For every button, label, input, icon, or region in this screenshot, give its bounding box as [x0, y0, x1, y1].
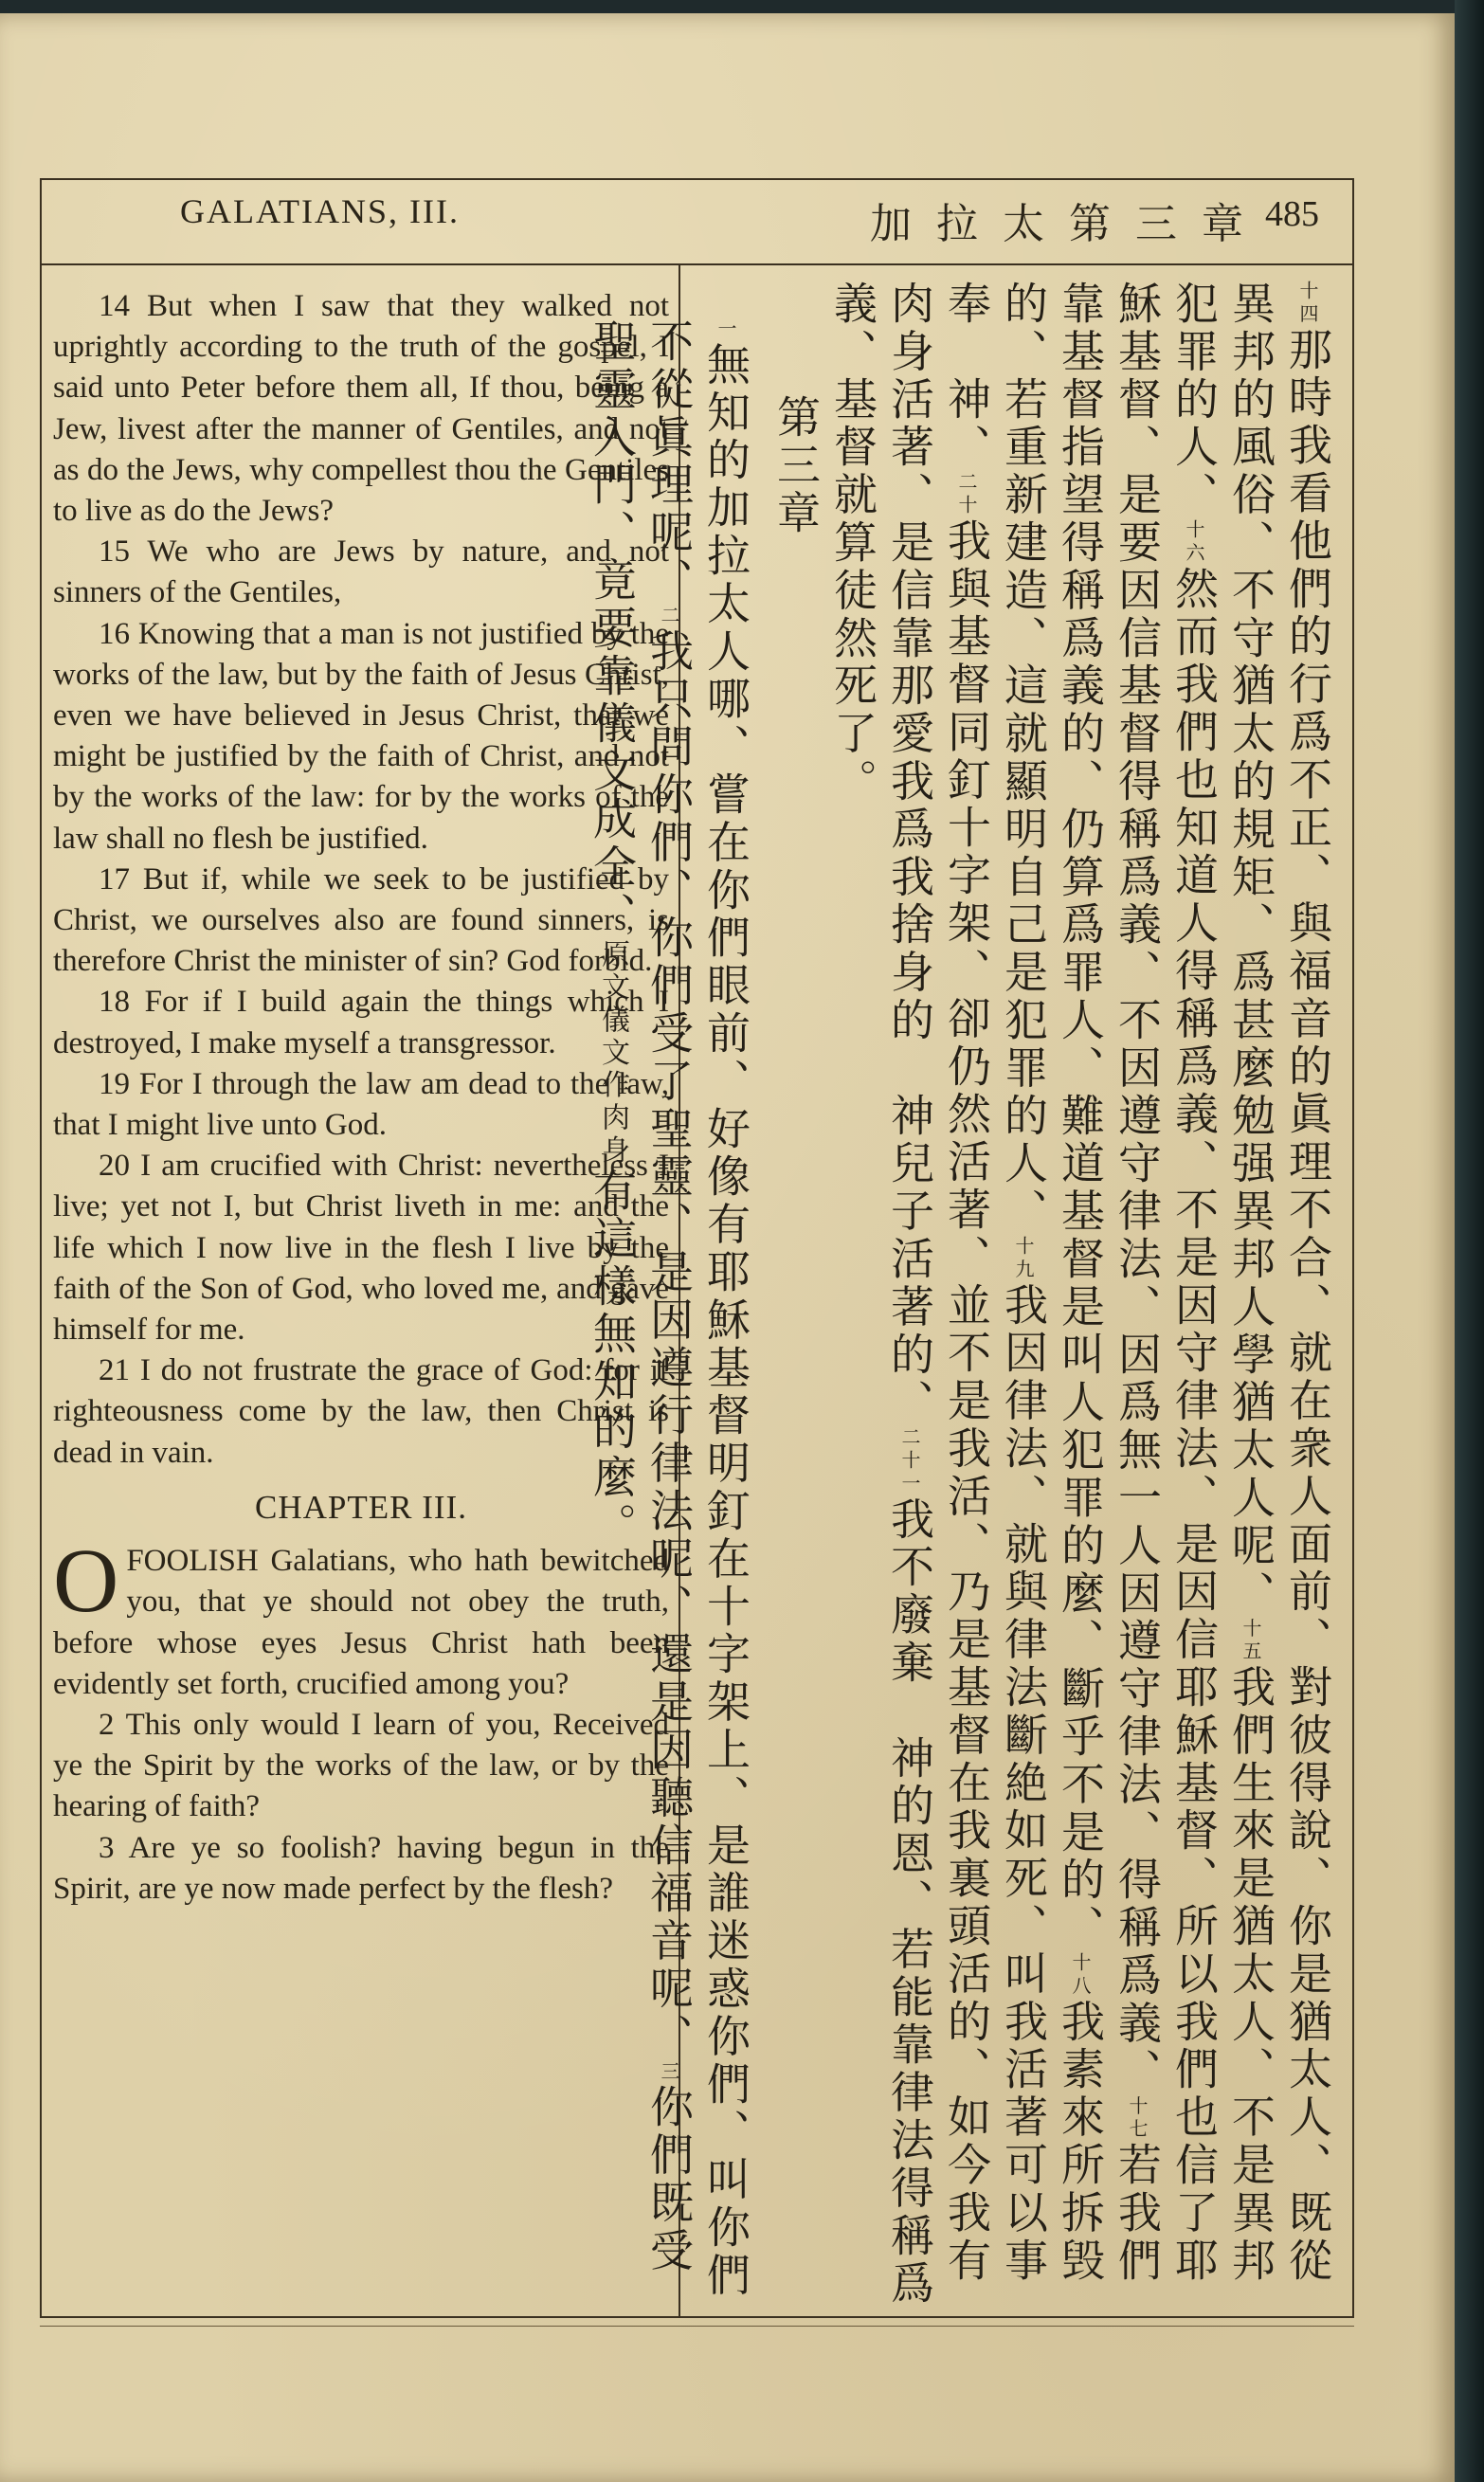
english-verse-15: 15 We who are Jews by nature, and not sinners of the Gentiles, — [53, 534, 669, 610]
chinese-column — [587, 281, 1336, 2309]
english-verse-16: 16 Knowing that a man is not justified by the works of the law, but by the faith of Jesus Christ, even we have believed in Jesus Christ, that we might be justified by the faith of Christ, and not by the works of the law: for by the works of the law shall no flesh be justified. — [53, 616, 669, 856]
chinese-verse-number: 十六 — [1183, 519, 1205, 566]
english-verse-19: 19 For I through the law am dead to the law, that I might live unto God. — [53, 1066, 669, 1143]
chinese-verse-text: 我因律法、就與律法斷絶如死、叫我活著可以事奉 神、 — [941, 281, 1049, 2286]
chinese-verse-text: 那時我看他們的行爲不正、與福音的眞理不合、就在衆人面前、對彼得說、你是猶太人、既從異邦的風俗、不守猶太的規矩、爲甚麼勉强異邦人學猶太人呢、 — [1225, 281, 1333, 2286]
drop-cap-letter: O — [53, 1530, 119, 1632]
chinese-verse-text: 你們既受聖靈入門、竟要靠儀文成全、 — [587, 318, 695, 2275]
chinese-verse-number: 十九 — [1012, 1236, 1035, 1282]
chinese-verse-text: 我不廢棄 神的恩、若能靠律法得稱爲義、基督就算徒然死了。 — [827, 281, 935, 2309]
chinese-footnote: 原文儀文作肉身 — [596, 939, 629, 1169]
chinese-verse-number: 十八 — [1069, 1952, 1092, 1999]
chinese-verse-text: 無知的加拉太人哪、嘗在你們眼前、好像有耶穌基督明釘在十字架上、是誰迷惑你們、叫你們不從眞理呢、 — [643, 318, 751, 2300]
chinese-verse-number: 一 — [715, 318, 737, 342]
chinese-chapter-heading: 第三章 — [770, 394, 822, 538]
chinese-ch3-verses — [584, 281, 754, 2309]
chinese-verse-number: 十七 — [1126, 2095, 1149, 2143]
chinese-verse-number: 十五 — [1240, 1618, 1262, 1665]
book-spine-edge — [1455, 0, 1484, 2482]
english-chapter-heading: CHAPTER III. — [255, 1488, 467, 1526]
english-ch3-verse-3: 3 Are ye so foolish? having begun in the Spirit, are ye now made perfect by the flesh? — [53, 1830, 669, 1906]
english-verse-17: 17 But if, while we seek to be justified by Christ, we ourselves also are found sinners, is therefore Christ the minister of sin? God forbid. — [53, 861, 669, 979]
chinese-running-head: 加拉太第三章 — [870, 201, 1268, 247]
book-page — [0, 13, 1455, 2482]
english-verse-18: 18 For if I build again the things which I destroyed, I make myself a transgressor. — [53, 985, 669, 1060]
english-verse-14: 14 But when I saw that they walked not uprightly according to the truth of the gospel, I said unto Peter before them all, If thou, being a Jew, livest after the manner of Gentiles, and not as do the Jews, why compellest thou the Gentiles to live as do the Jews? — [53, 289, 669, 529]
chinese-verse-number: 二十一 — [898, 1426, 921, 1496]
chinese-verse-text: 若我們靠基督指望得稱爲義的、仍算爲罪人、難道基督是叫人犯罪的麼、斷乎不是的、 — [1055, 281, 1163, 2286]
english-column — [53, 286, 669, 1910]
chinese-verse-text: 我們生來是猶太人、不是異邦犯罪的人、 — [1168, 281, 1276, 2286]
chinese-verse-text: 有這樣無知的麼。 — [587, 1168, 638, 1550]
chinese-verse-text: 我素來所拆毁的、若重新建造、這就顯明自己是犯罪的人、 — [998, 281, 1106, 2286]
chinese-verse-number: 二十 — [955, 471, 978, 518]
english-verse-20: 20 I am crucified with Christ: nevertheless I live; yet not I, but Christ liveth in me: and the life which I now live in the flesh I live by the faith of the Son of God, who loved me, and gave himself for me. — [53, 1149, 669, 1348]
english-ch3-verse-1 — [53, 1530, 669, 1705]
header-rule — [40, 263, 1354, 265]
chinese-verse-text: 我只問你們、你們受了聖靈、是因遵行律法呢、還是因聽信福音呢、 — [643, 627, 695, 2061]
bottom-rule — [40, 2326, 1354, 2327]
chinese-verse-text: 然而我們也知道人得稱爲義、不是因守律法、是因信耶穌基督、所以我們也信了耶穌基督、是要因信基督得稱爲義、不因遵守律法、因爲無一人因遵守律法、得稱爲義、 — [1112, 281, 1220, 2286]
chinese-verse-number: 十四 — [1296, 281, 1319, 327]
english-ch3-verse-2: 2 This only would I learn of you, Received ye the Spirit by the works of the law, or by the hearing of faith? — [53, 1707, 669, 1824]
english-verse-21: 21 I do not frustrate the grace of God: for if righteousness come by the law, then Christ is dead in vain. — [53, 1353, 669, 1470]
chinese-verse-number: 二 — [658, 605, 680, 628]
chinese-verse-text: 我與基督同釘十字架、卻仍然活著、並不是我活、乃是基督在我裏頭活的、如今我有肉身活著、是信靠那愛我爲我捨身的 神兒子活著的、 — [884, 281, 992, 2286]
english-running-head: GALATIANS, III. — [180, 192, 460, 230]
page-number: 485 — [1265, 194, 1319, 234]
english-ch3-verse-1-text: FOOLISH Galatians, who hath bewitched you, that ye should not obey the truth, before whose eyes Jesus Christ hath been evidently set forth, crucified among you? — [53, 1544, 669, 1701]
chinese-verse-14 — [824, 281, 1336, 2309]
chinese-verse-number: 三 — [658, 2060, 680, 2085]
